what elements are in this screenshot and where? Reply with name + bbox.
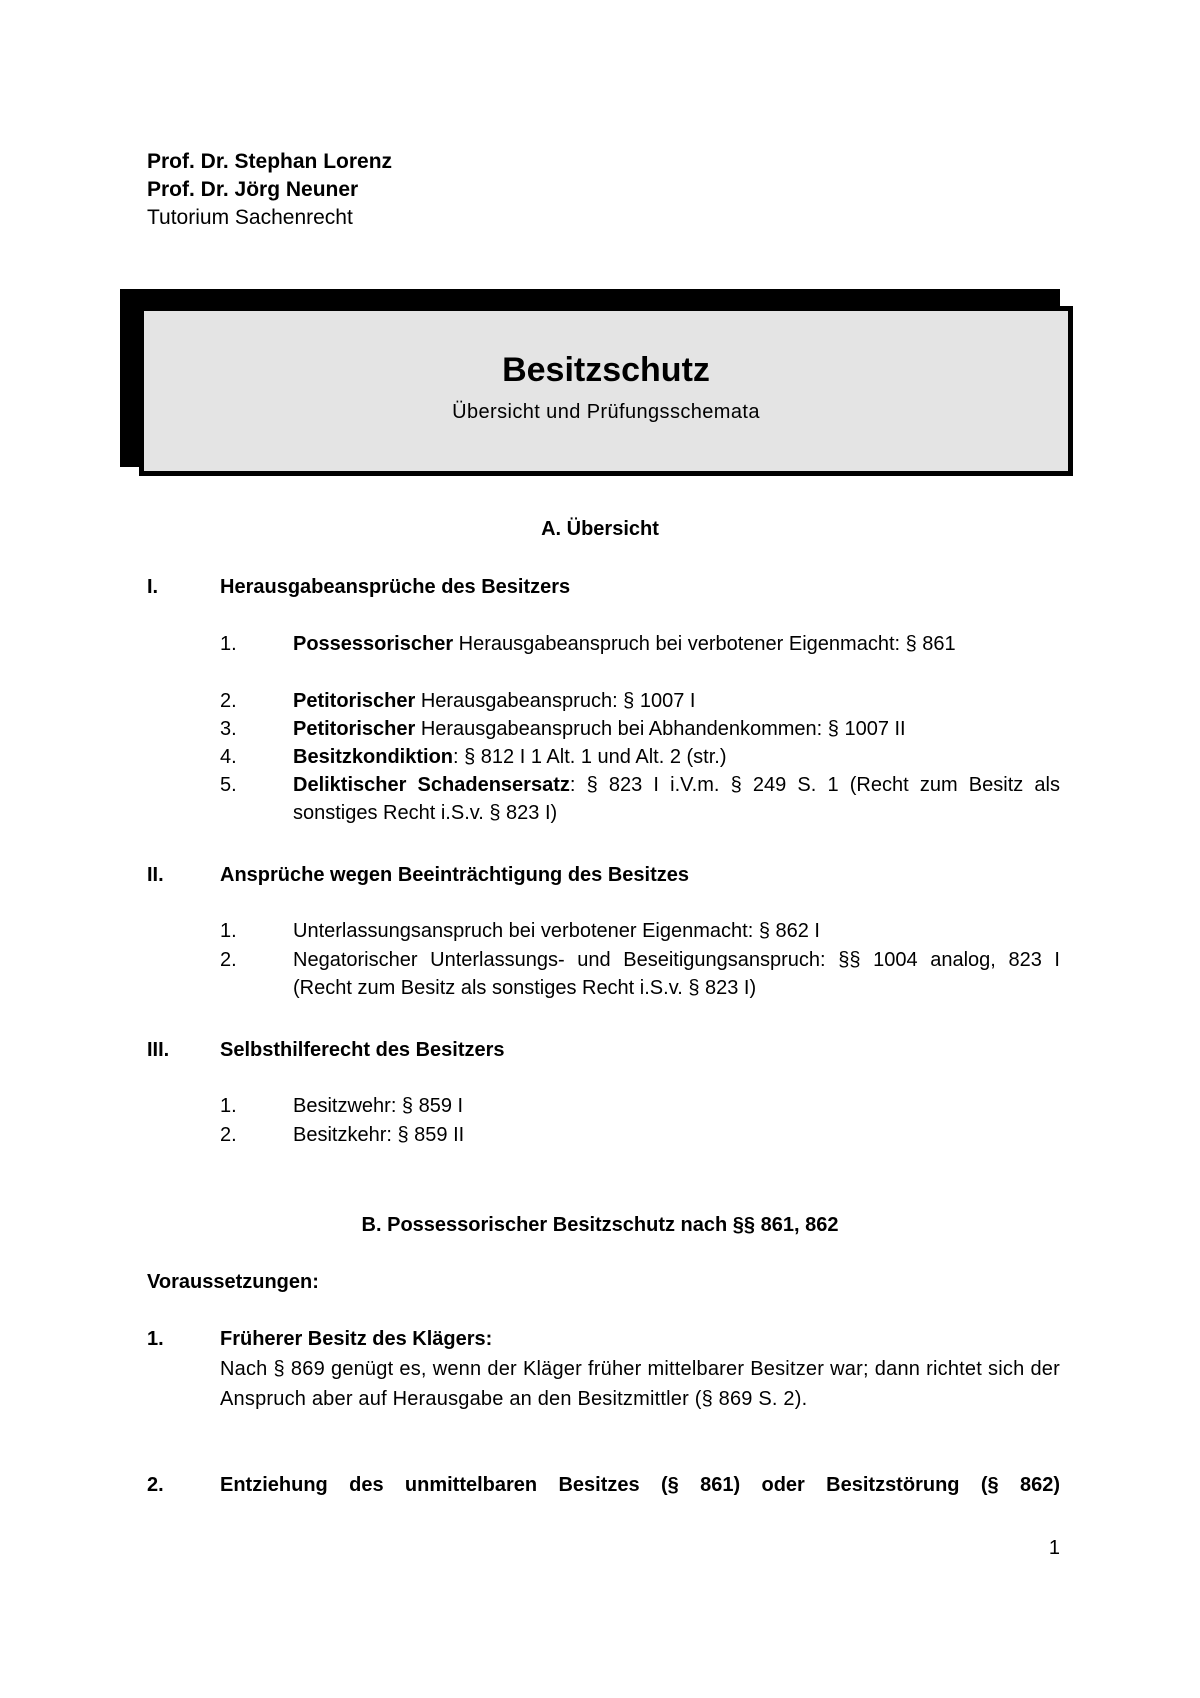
section-heading-b: B. Possessorischer Besitzschutz nach §§ 861, 862 — [361, 1214, 839, 1236]
group-numeral: III. — [147, 1039, 170, 1061]
list-item — [220, 630, 1060, 658]
list-item-emphasis: Deliktischer Schadensersatz — [293, 774, 570, 796]
prerequisite-number: 2. — [147, 1474, 164, 1496]
list-item-number: 2. — [220, 690, 237, 712]
group-heading: Selbsthilferecht des Besitzers — [220, 1039, 505, 1061]
list-item-text: Herausgabeanspruch: § 1007 I — [415, 690, 696, 712]
list-item-number: 1. — [220, 633, 237, 655]
list-item-text: Unterlassungsanspruch bei verbotener Eigenmacht: § 862 I — [293, 920, 820, 942]
list-item — [220, 771, 1060, 827]
list-item-text: Besitzkehr: § 859 II — [293, 1124, 465, 1146]
group-numeral: II. — [147, 864, 164, 886]
list-item-text: : § 812 I 1 Alt. 1 und Alt. 2 (str.) — [453, 746, 727, 768]
list-item — [220, 946, 1060, 1002]
list-item — [220, 715, 1060, 743]
document-subtitle: Übersicht und Prüfungsschemata — [452, 401, 760, 423]
author-name: Prof. Dr. Jörg Neuner — [147, 178, 359, 201]
list-item-emphasis: Possessorischer — [293, 633, 454, 655]
list-item-text: Herausgabeanspruch bei Abhandenkommen: § 1007 II — [415, 718, 906, 740]
author-name: Prof. Dr. Stephan Lorenz — [147, 150, 393, 173]
course-name: Tutorium Sachenrecht — [147, 206, 353, 229]
prerequisite-text: Nach § 869 genügt es, wenn der Kläger früher mittelbarer Besitzer war; dann richtet sich der Anspruch aber auf Herausgabe an den Besitzmittler (§ 869 S. 2). — [220, 1358, 1060, 1410]
group-numeral: I. — [147, 576, 159, 598]
list-item-emphasis: Petitorischer — [293, 718, 416, 740]
page-number: 1 — [1048, 1537, 1060, 1559]
section-heading-a: A. Übersicht — [541, 518, 659, 540]
group-heading: Herausgabeansprüche des Besitzers — [220, 576, 571, 598]
list-item-number: 4. — [220, 746, 237, 768]
prerequisites-label: Voraussetzungen: — [147, 1271, 319, 1293]
prerequisite-item — [147, 1324, 1060, 1414]
list-item — [220, 1092, 1060, 1120]
list-item-number: 1. — [220, 920, 237, 942]
list-item-text: Besitzwehr: § 859 I — [293, 1095, 464, 1117]
list-item — [220, 1121, 1060, 1149]
list-item-number: 3. — [220, 718, 237, 740]
list-item-number: 5. — [220, 774, 237, 796]
prerequisite-item — [147, 1470, 1060, 1500]
list-item-text: : § 823 I i.V.m. § 249 S. 1 (Recht zum Besitz als sonstiges Recht i.S.v. § 823 I) — [293, 774, 1060, 824]
list-item-number: 1. — [220, 1095, 237, 1117]
list-item-emphasis: Besitzkondiktion — [293, 746, 454, 768]
group-heading: Ansprüche wegen Beeinträchtigung des Besitzes — [220, 864, 689, 886]
list-item — [220, 743, 1060, 771]
document-title: Besitzschutz — [502, 351, 710, 389]
prerequisite-heading: Früherer Besitz des Klägers: — [220, 1328, 493, 1350]
list-item — [220, 917, 1060, 945]
list-item-text: Negatorischer Unterlassungs- und Beseitigungsanspruch: §§ 1004 analog, 823 I (Recht zum Besitz als sonstiges Recht i.S.v. § 823 I) — [293, 949, 1060, 999]
list-item-number: 2. — [220, 949, 237, 971]
list-item-emphasis: Petitorischer — [293, 690, 416, 712]
list-item-number: 2. — [220, 1124, 237, 1146]
title-box — [139, 306, 1073, 476]
list-item-text: Herausgabeanspruch bei verbotener Eigenmacht: § 861 — [453, 633, 956, 655]
author-block — [147, 148, 392, 232]
list-item — [220, 687, 1060, 715]
prerequisite-number: 1. — [147, 1328, 164, 1350]
prerequisite-heading: Entziehung des unmittelbaren Besitzes (§ 861) oder Besitzstörung (§ 862) — [220, 1474, 1060, 1496]
